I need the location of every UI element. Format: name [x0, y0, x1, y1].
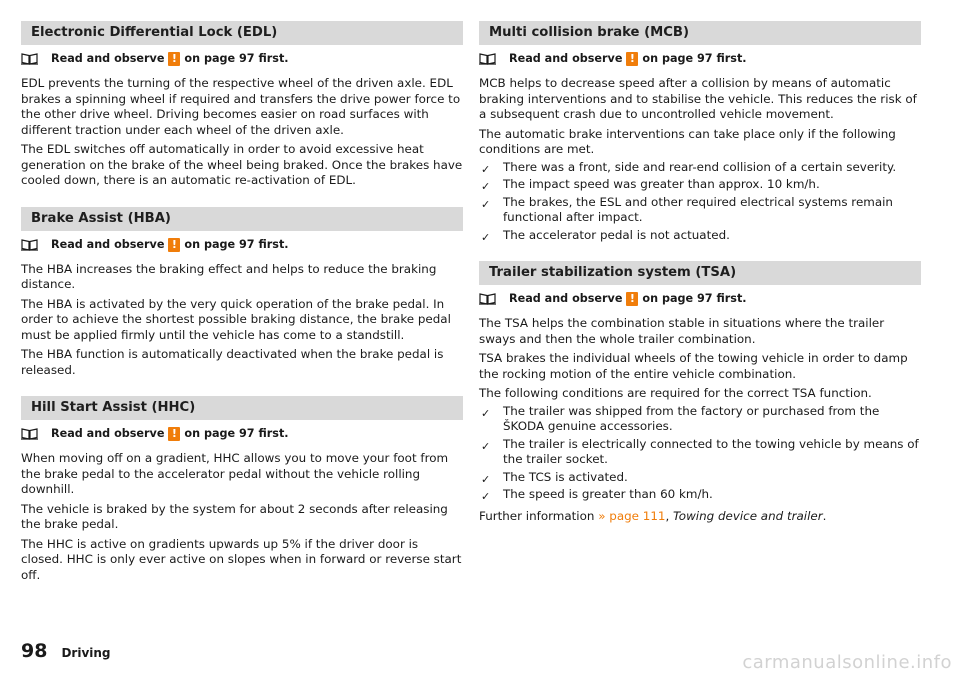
- section-title-mcb: Multi collision brake (MCB): [479, 21, 921, 45]
- left-column: [21, 21, 463, 583]
- list-item-text: The impact speed was greater than approx. 10 km/h.: [503, 177, 820, 191]
- mcb-condition-list: [479, 160, 921, 244]
- list-item: [479, 470, 921, 486]
- read-observe-page: on page 97 first.: [184, 427, 289, 440]
- further-information: [479, 509, 921, 525]
- book-icon: [21, 53, 38, 65]
- book-icon: [479, 293, 496, 305]
- paragraph: The HHC is active on gradients upwards up 5% if the driver door is closed. HHC is only ever active on slopes when in forward or reverse start off.: [21, 536, 462, 582]
- page-link[interactable]: » page 111: [598, 508, 666, 523]
- paragraph: EDL prevents the turning of the respective wheel of the driven axle. EDL brakes a spinning wheel if required and transfers the drive power force to the other drive wheel. Driving becomes easier on road surfaces with different traction under each wheel of the driven axle.: [21, 76, 461, 137]
- read-observe-text: Read and observe: [509, 52, 623, 65]
- paragraph: The HBA increases the braking effect and helps to reduce the braking distance.: [21, 261, 437, 291]
- list-item-text: The accelerator pedal is not actuated.: [503, 227, 730, 242]
- list-item: [479, 228, 921, 244]
- further-info-text: Further information: [479, 508, 595, 523]
- read-observe-note: [21, 51, 463, 67]
- paragraph: The HBA function is automatically deactivated when the brake pedal is released.: [21, 347, 444, 377]
- check-icon: ✓: [481, 439, 491, 453]
- warning-icon: !: [168, 238, 180, 252]
- read-observe-page: on page 97 first.: [184, 52, 289, 65]
- paragraph: The EDL switches off automatically in order to avoid excessive heat generation on the brake of the wheel being braked. Once the brakes have cooled down, there is an automatic re-activation of EDL.: [21, 142, 463, 187]
- page-footer: [21, 640, 111, 662]
- list-item: [479, 437, 921, 468]
- read-observe-page: on page 97 first.: [642, 52, 747, 65]
- paragraph: The HBA is activated by the very quick operation of the brake pedal. In order to achieve the shortest possible braking distance, the brake pedal must be applied firmly until the vehicle has come to a standstill.: [21, 296, 451, 342]
- list-item: [479, 177, 921, 193]
- paragraph: The automatic brake interventions can take place only if the following conditions are met.: [479, 126, 896, 156]
- read-observe-page: on page 97 first.: [184, 237, 289, 251]
- right-column: [479, 21, 921, 524]
- list-item-text: The trailer is electrically connected to the towing vehicle by means of the trailer socket.: [503, 436, 919, 466]
- list-item-text: There was a front, side and rear-end collision of a certain severity.: [503, 159, 897, 174]
- warning-icon: !: [168, 427, 180, 441]
- read-observe-note: [479, 291, 921, 307]
- list-item-text: The speed is greater than 60 km/h.: [503, 487, 713, 501]
- section-title-tsa: Trailer stabilization system (TSA): [479, 261, 921, 285]
- read-observe-text: Read and observe: [509, 292, 623, 305]
- section-title-hhc: Hill Start Assist (HHC): [21, 396, 463, 420]
- list-item: [479, 487, 921, 503]
- warning-icon: !: [626, 292, 638, 306]
- list-item-text: The brakes, the ESL and other required electrical systems remain functional after impact.: [503, 194, 893, 224]
- check-icon: ✓: [481, 162, 491, 176]
- tsa-condition-list: [479, 404, 921, 503]
- page-number: 98: [21, 640, 48, 662]
- paragraph: TSA brakes the individual wheels of the towing vehicle in order to damp the rocking motion of the entire vehicle combination.: [479, 351, 908, 381]
- list-item: [479, 195, 921, 226]
- paragraph: The vehicle is braked by the system for about 2 seconds after releasing the brake pedal.: [21, 501, 448, 531]
- read-observe-note: [21, 426, 463, 442]
- check-icon: ✓: [481, 472, 491, 486]
- check-icon: ✓: [481, 490, 491, 503]
- paragraph: The TSA helps the combination stable in situations where the trailer sways and then the whole trailer combination.: [479, 316, 885, 346]
- check-icon: ✓: [481, 197, 491, 211]
- book-icon: [21, 428, 38, 440]
- read-observe-note: [21, 237, 463, 253]
- further-info-separator: ,: [665, 508, 670, 523]
- book-icon: [21, 239, 38, 251]
- list-item-text: The trailer was shipped from the factory or purchased from the ŠKODA genuine accessories.: [503, 403, 880, 433]
- reference-title: Towing device and trailer: [673, 508, 823, 523]
- chapter-label: Driving: [61, 646, 111, 660]
- paragraph: When moving off on a gradient, HHC allows you to move your foot from the brake pedal to the accelerator pedal without the vehicle rolling downhill.: [21, 451, 449, 496]
- further-info-end: .: [822, 508, 827, 523]
- read-observe-text: Read and observe: [51, 427, 165, 440]
- check-icon: ✓: [481, 230, 491, 244]
- paragraph: MCB helps to decrease speed after a collision by means of automatic braking interventions and to stabilise the vehicle. This reduces the risk of a subsequent crash due to uncontrolled vehicle movement.: [479, 76, 917, 121]
- check-icon: ✓: [481, 180, 491, 193]
- read-observe-page: on page 97 first.: [642, 292, 747, 305]
- section-title-edl: Electronic Differential Lock (EDL): [21, 21, 463, 45]
- book-icon: [479, 53, 496, 65]
- read-observe-text: Read and observe: [51, 237, 165, 251]
- read-observe-note: [479, 51, 921, 67]
- warning-icon: !: [626, 52, 638, 66]
- read-observe-text: Read and observe: [51, 52, 165, 65]
- section-title-hba: Brake Assist (HBA): [21, 207, 463, 231]
- list-item: [479, 404, 921, 435]
- list-item-text: The TCS is activated.: [503, 469, 628, 484]
- watermark: carmanualsonline.info: [742, 652, 952, 673]
- list-item: [479, 160, 921, 176]
- paragraph: The following conditions are required for the correct TSA function.: [479, 386, 872, 400]
- check-icon: ✓: [481, 406, 491, 420]
- warning-icon: !: [168, 52, 180, 66]
